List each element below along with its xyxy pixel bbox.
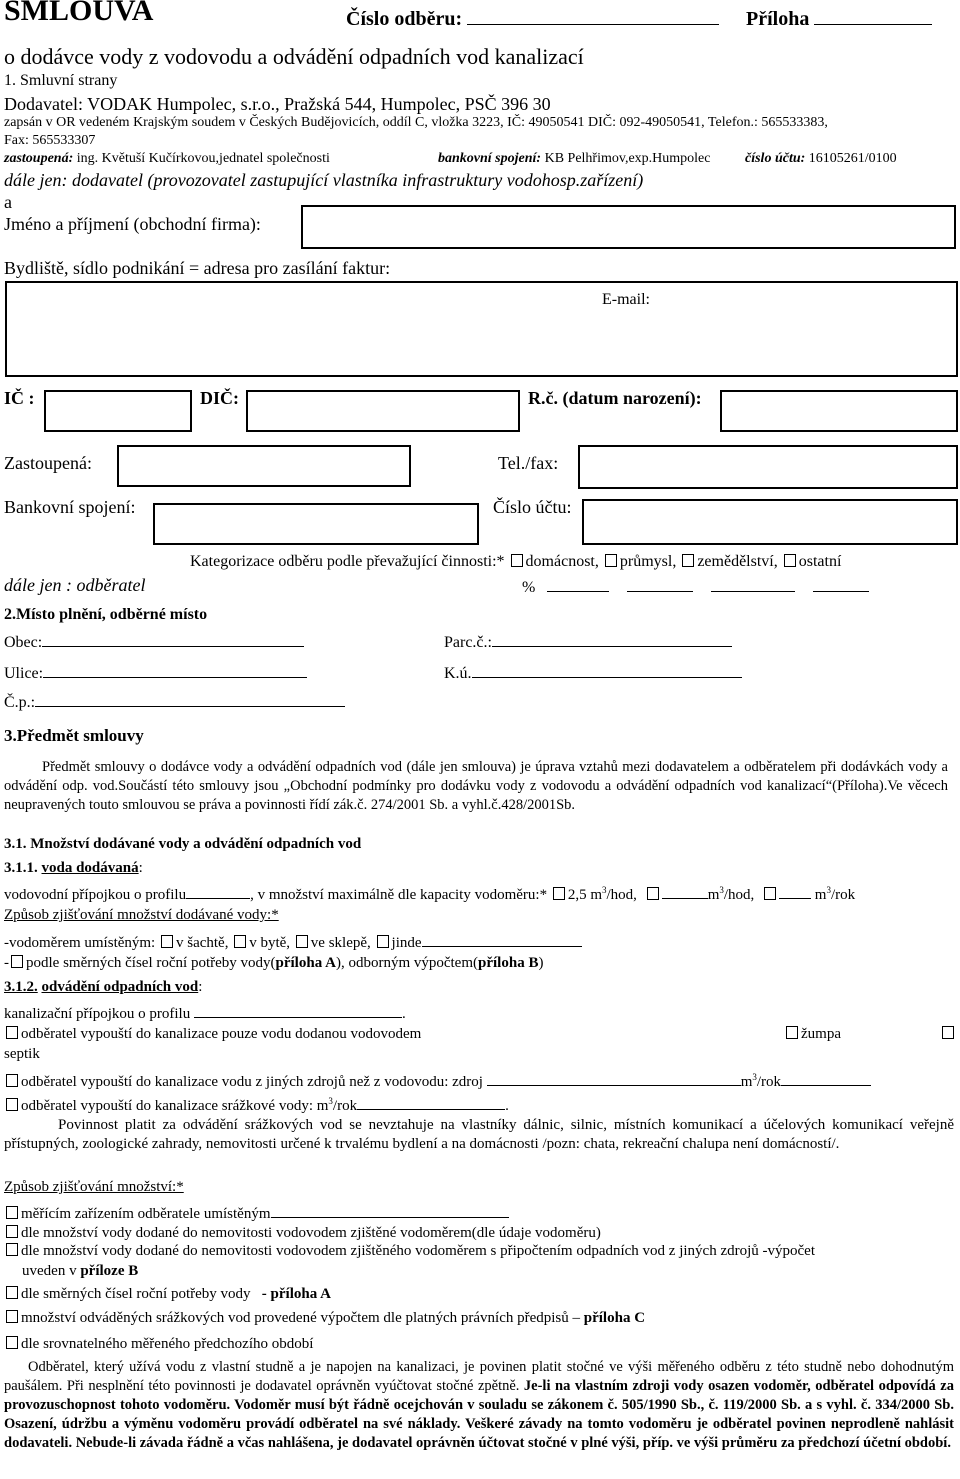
dale-jen-odberatel: dále jen : odběratel [4, 575, 146, 595]
odborny-text: ), odborným výpočtem( [335, 955, 479, 971]
s311-num: 3.1.1. [4, 860, 38, 876]
vypousti2-text: odběratel vypouští do kanalizace vodu z jiných zdrojů než z vodovodu: zdroj [21, 1074, 483, 1090]
exp-3: 3 [826, 885, 831, 895]
v-sachte: v šachtě, [175, 935, 229, 951]
cislo-odberu-label [346, 4, 719, 31]
vypousti3-row [4, 1094, 509, 1115]
bank-odb-label: Bankovní spojení: [4, 497, 136, 517]
final-normal-text: Odběratel, který užívá vodu z vlastní studně a je napojen na kanalizaci, je povinen platit stočné ve výši měřeného odběru z této studně nebo dohodnutým paušálem. Při nesplnění této povinnosti je dodavatel oprávněn vyúčtovat stočné zpětně. [4, 1359, 954, 1394]
checkbox-hod[interactable] [647, 887, 659, 900]
priloze-b-ref: příloze B [80, 1263, 139, 1279]
rok-3: /rok [332, 1098, 358, 1114]
m3-text: dle množství vody dodané do nemovitosti vodovodem zjištěného vodoměrem s připočtením odpadních vod z jiných zdrojů -výpočet [21, 1243, 816, 1259]
ulice-label: Ulice: [4, 665, 44, 682]
kategorizace-label: Kategorizace odběru podle převažující činnosti:* [190, 553, 505, 570]
smerna-close: ) [538, 955, 544, 971]
v-byte: v bytě, [249, 935, 291, 951]
percent-field-4[interactable] [813, 575, 869, 592]
m4-row [4, 1286, 331, 1303]
m5-text: množství odváděných srážkových vod provedené výpočtem dle platných právních předpisů – [21, 1310, 581, 1326]
vypousti1-text: odběratel vypouští do kanalizace pouze vodu dodanou vodovodem [21, 1026, 422, 1042]
povinnost-paragraph: Povinnost platit za odvádění srážkových vod se nevztahuje na vlastníky dálnic, silnic, místních komunikací a účelových komunikací veřejně přístupných, zoologické zahrady, nemovitosti určené k trvalému bydlení a na domácnosti /pozn: chata, rekreační chalupa není domácností/. [4, 1117, 954, 1152]
bank-value: KB Pelhřimov,exp.Humpolec [544, 151, 711, 166]
priloha-b-ref: příloha B [478, 955, 539, 971]
zumpa-text: žumpa [801, 1026, 841, 1042]
priloha-c-ref: příloha C [583, 1310, 646, 1326]
ucet-label: číslo účtu: [745, 151, 806, 166]
vypousti2-row [4, 1070, 871, 1091]
m1-field[interactable] [271, 1202, 509, 1218]
bydliste-label: Bydliště, sídlo podnikání = adresa pro zasílání faktur: [4, 258, 391, 278]
obec-field[interactable] [42, 630, 304, 647]
checkbox-vypousti2[interactable] [6, 1074, 18, 1087]
cislo-odberu-field[interactable] [467, 4, 719, 25]
zapsan-line: zapsán v OR vedeném Krajským soudem v Českých Budějovicích, oddíl C, vložka 3223, IČ: 49050541 DIČ: 092-49050541, Telefon.: 565533383, [4, 115, 828, 130]
dic-label: DIČ: [200, 388, 239, 408]
ve-sklepe: ve sklepě, [310, 935, 371, 951]
final-paragraph [4, 1358, 954, 1453]
checkbox-m4[interactable] [6, 1286, 18, 1299]
tel-label: Tel./fax: [498, 453, 559, 473]
dale-jen-dodavatel: dále jen: dodavatel (provozovatel zastupující vlastníka infrastruktury vodohosp.zařízení) [4, 170, 644, 190]
rok-1: /rok [830, 887, 856, 903]
profil-field[interactable] [186, 883, 250, 899]
percent-sign: % [522, 579, 536, 596]
checkbox-ostatni[interactable] [784, 554, 796, 567]
bank-row [438, 151, 710, 167]
s311-heading [4, 860, 143, 877]
checkbox-prumysl[interactable] [605, 554, 617, 567]
checkbox-m6[interactable] [6, 1336, 18, 1349]
m2-text: dle množství vody dodané do nemovitosti vodovodem zjištěné vodoměrem(dle údaje vodoměru) [21, 1225, 601, 1241]
rok-field[interactable] [779, 883, 811, 899]
checkbox-domacnost[interactable] [511, 554, 523, 567]
priloha-field[interactable] [814, 4, 932, 25]
cp-field[interactable] [35, 690, 345, 707]
smerna-dash: - [4, 955, 9, 971]
priloha-label [746, 4, 932, 31]
vodomerem-row [4, 931, 582, 952]
m3-row [4, 1243, 815, 1260]
dodavatel-line: Dodavatel: VODAK Humpolec, s.r.o., Pražská 544, Humpolec, PSČ 396 30 [4, 94, 551, 114]
m2-row [4, 1225, 601, 1242]
checkbox-m2[interactable] [6, 1225, 18, 1238]
checkbox-rok[interactable] [764, 887, 776, 900]
checkbox-septik[interactable] [942, 1026, 954, 1039]
bank-label: bankovní spojení: [438, 151, 542, 166]
vodovodni-row [4, 883, 855, 904]
zastoupena-odb-field[interactable] [117, 445, 411, 487]
s31-heading: 3.1. Množství dodávané vody a odvádění odpadních vod [4, 836, 362, 852]
zpusob-heading: Způsob zjišťování množství:* [4, 1179, 184, 1195]
checkbox-25[interactable] [553, 887, 565, 900]
checkbox-vypousti3[interactable] [6, 1098, 18, 1111]
obec-row [4, 630, 304, 652]
parc-field[interactable] [492, 630, 732, 647]
kat-prumysl: průmysl, [619, 553, 677, 570]
septik-checkbox-wrap [940, 1026, 957, 1043]
exp-2: 3 [719, 885, 724, 895]
checkbox-m1[interactable] [6, 1206, 18, 1219]
m6-text: dle srovnatelného měřeného předchozího období [21, 1336, 314, 1352]
bank-odb-field[interactable] [153, 503, 479, 545]
srazky-field[interactable] [357, 1094, 505, 1110]
exp-5: 3 [328, 1096, 333, 1106]
s312-heading [4, 979, 202, 996]
percent-field-2[interactable] [627, 575, 693, 592]
checkbox-zemedelstvi[interactable] [682, 554, 694, 567]
s312-text: odvádění odpadních vod [41, 979, 199, 995]
kategorizace-row [190, 553, 841, 571]
smerna-row [4, 955, 543, 972]
kat-zemedelstvi: zemědělství, [697, 553, 778, 570]
kat-domacnost: domácnost, [525, 553, 599, 570]
cp-row [4, 690, 345, 712]
zpusob-dodavane: Způsob zjišťování množství dodávané vody:* [4, 907, 279, 923]
ic-field[interactable] [44, 390, 192, 432]
kat-ostatni: ostatní [798, 553, 842, 570]
vodovodni-label: vodovodní přípojkou o profilu [4, 887, 187, 903]
mnozstvi-label: , v množství maximálně dle kapacity vodoměru:* [250, 887, 548, 903]
m-3: m [740, 1074, 753, 1090]
jinde-field[interactable] [422, 931, 582, 947]
ucet-odb-label: Číslo účtu: [493, 497, 572, 517]
rc-field[interactable] [720, 390, 958, 432]
m4-priloha: - příloha A [261, 1286, 331, 1302]
checkbox-zumpa[interactable] [786, 1026, 798, 1039]
predmet-heading: 3.Předmět smlouvy [4, 726, 144, 745]
zastoupena-value: ing. Květuší Kučírkovou,jednatel společnosti [76, 151, 330, 166]
bydliste-field[interactable] [5, 281, 958, 377]
m6-row [4, 1336, 313, 1353]
s311-colon: : [138, 860, 143, 876]
checkbox-jinde[interactable] [377, 935, 389, 948]
hod-2: /hod, [723, 887, 755, 903]
percent-row [522, 575, 869, 597]
section-smluvni-strany: 1. Smluvní strany [4, 72, 118, 89]
predmet-paragraph: Předmět smlouvy o dodávce vody a odvádění odpadních vod (dále jen smlouva) je úprava vztahů mezi dodavatelem a odběratelem při dodávkách vody a odvádění odp. vod.Součástí této smlouvy jsou „Obchodní podmínky pro dodávku vody z vodovodu a odvádění odpadních vod kanalizací“(Příloha).Ve věcech neupravených touto smlouvou se práva a povinnosti řídí zák.č. 274/2001 Sb. a vyhl.č.428/2001Sb. [4, 759, 948, 813]
ucet-odb-field[interactable] [582, 499, 958, 545]
kanalizacni-row [4, 1002, 406, 1023]
m5-row [4, 1310, 645, 1327]
rc-label: R.č. (datum narození): [528, 388, 702, 408]
priloha-a-ref: příloha A [275, 955, 336, 971]
zastoupena-odb-label: Zastoupená: [4, 453, 92, 473]
tel-field[interactable] [578, 445, 958, 489]
checkbox-vypousti1[interactable] [6, 1026, 18, 1039]
m3b-text: uveden v [22, 1263, 77, 1279]
checkbox-sachta[interactable] [161, 935, 173, 948]
jinde: jinde [391, 935, 422, 951]
document-title: SMLOUVA [4, 0, 154, 27]
zumpa-row [784, 1026, 841, 1043]
cislo-odberu-text: Číslo odběru: [346, 8, 463, 30]
dic-field[interactable] [246, 390, 520, 432]
jmeno-field[interactable] [301, 205, 956, 249]
kanalizacni-dot: . [401, 1006, 406, 1022]
smerna-text: podle směrných čísel roční potřeby vody( [26, 955, 276, 971]
m-1: m [707, 887, 720, 903]
ucet-value: 16105261/0100 [808, 151, 897, 166]
s311-text: voda dodávaná [41, 860, 139, 876]
zdroj-field[interactable] [487, 1070, 741, 1086]
m4-text: dle směrných čísel roční potřeby vody [21, 1286, 251, 1302]
m1-text: měřícím zařízením odběratele umístěným [21, 1206, 271, 1222]
parc-label: Parc.č.: [444, 634, 492, 651]
a-conjunction: a [4, 192, 12, 212]
jmeno-label: Jméno a příjmení (obchodní firma): [4, 214, 261, 234]
checkbox-smerna[interactable] [11, 955, 23, 968]
misto-heading: 2.Místo plnění, odběrné místo [4, 606, 208, 623]
ku-label: K.ú. [444, 665, 472, 682]
ic-label: IČ : [4, 388, 35, 408]
document-subtitle: o dodávce vody z vodovodu a odvádění odpadních vod kanalizací [4, 44, 584, 69]
hod-field[interactable] [662, 883, 708, 899]
cp-label: Č.p.: [4, 694, 36, 711]
ucet-row [745, 151, 897, 167]
hod-1: /hod, [606, 887, 637, 903]
ku-row [444, 661, 742, 683]
obec-label: Obec: [4, 634, 43, 651]
checkbox-m3[interactable] [6, 1243, 18, 1256]
zastoupena-label: zastoupená: [4, 151, 74, 166]
checkbox-byt[interactable] [234, 935, 246, 948]
vodomerem-label: -vodoměrem umístěným: [4, 935, 156, 951]
parc-row [444, 630, 732, 652]
exp-1: 3 [602, 885, 607, 895]
ulice-field[interactable] [43, 661, 307, 678]
septik-text: septik [4, 1046, 40, 1062]
checkbox-sklep[interactable] [296, 935, 308, 948]
fax-line: Fax: 565533307 [4, 133, 96, 148]
m-2: m [814, 887, 827, 903]
email-label: E-mail: [602, 291, 650, 308]
percent-field-1[interactable] [547, 575, 609, 592]
s312-num: 3.1.2. [4, 979, 38, 995]
checkbox-m5[interactable] [6, 1310, 18, 1323]
final-bold-text: Je-li na vlastním zdroji vody osazen vodoměr, odběratel odpovídá za provozuschopnost tohoto vodoměru. Vodoměr musí být řádně ocejchován v souladu se zákonem č. 505/1990 Sb., č. 119/2000 Sb. a s vyhl. č. 334/2000 Sb. Osazení, údržbu a výměnu vodoměru provádí odběratel na své náklady. Veškeré závady na tomto vodoměru je odběratel povinen neprodleně nahlásit dodavateli. Nebude-li závada řádně a včas nahlášena, je dodavatel oprávněn účtovat stočné v plné výši, příp. ve výši průměru za předchozí účetní období. [4, 1378, 954, 1451]
percent-field-3[interactable] [711, 575, 795, 592]
zastoupena-row [4, 151, 330, 167]
vypousti1-row [4, 1026, 421, 1043]
ulice-row [4, 661, 307, 683]
rok-2: /rok [756, 1074, 782, 1090]
m3b-row [22, 1263, 138, 1280]
zdroj-rok-field[interactable] [781, 1070, 871, 1086]
kanalizacni-label: kanalizační přípojkou o profilu [4, 1006, 191, 1022]
priloha-text: Příloha [746, 8, 810, 30]
ku-field[interactable] [472, 661, 742, 678]
kanal-profil-field[interactable] [194, 1002, 402, 1018]
vypousti3-text: odběratel vypouští do kanalizace srážkové vody: m [21, 1098, 329, 1114]
s312-colon: : [198, 979, 203, 995]
opt-25: 2,5 m [567, 887, 603, 903]
srazky-dot: . [505, 1098, 509, 1114]
m1-row [4, 1202, 509, 1223]
exp-4: 3 [752, 1072, 757, 1082]
